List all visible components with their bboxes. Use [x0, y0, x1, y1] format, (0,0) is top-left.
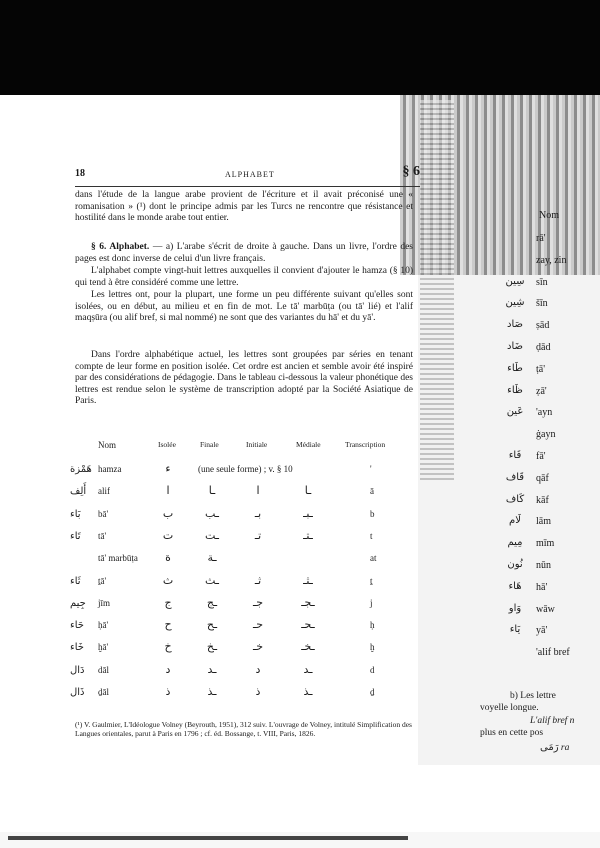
- table-cell-initiale: جـ: [252, 595, 264, 609]
- letter-name: lām: [536, 516, 551, 528]
- arabic-name: وَاو: [508, 602, 522, 614]
- letter-name: sīn: [536, 276, 548, 288]
- transcription-word: ra: [560, 743, 570, 753]
- table-row: [70, 594, 420, 614]
- table-cell-finale: ـح: [206, 618, 218, 632]
- arabic-name: شِين: [505, 297, 525, 309]
- table-cell-isolee: ب: [162, 506, 174, 520]
- scan-dark-border: [0, 0, 600, 95]
- footnote: (¹) V. Gaulmier, L'Idéologue Volney (Beyrouth, 1951), 312 suiv. L'ouvrage de Volney, intitulé Simplification des Langues orientales, parut à Paris en 1796 ; cf. éd. Bossange, t. VIII, Paris, 1826.: [75, 720, 412, 738]
- running-title: ALPHABET: [225, 170, 275, 179]
- table-cell-isolee: د: [165, 662, 171, 676]
- table-cell-name: tā' marbūṭa: [98, 553, 138, 564]
- letter-name: rā': [536, 233, 546, 244]
- right-page-header: Nom: [539, 210, 559, 221]
- paragraph-text: — a) L'arabe s'écrit de droite à gauche. Dans un livre, l'ordre des pages est donc inverse de celui d'un livre français.: [75, 242, 413, 264]
- table-row: [70, 572, 420, 592]
- letter-name: 'alif bref: [536, 647, 570, 659]
- table-cell-initiale: بـ: [254, 506, 262, 520]
- letter-name: fā': [536, 451, 546, 462]
- letter-name: ẓā': [536, 385, 547, 397]
- table-cell-name: ḏāl: [98, 687, 109, 697]
- letter-name: hā': [536, 581, 548, 593]
- table-cell-name: hamza: [98, 464, 122, 474]
- arabic-name: يَاء: [509, 624, 521, 636]
- scan-edge-line: [8, 836, 408, 840]
- table-row: [70, 460, 420, 480]
- arabic-word: رَمَى: [540, 742, 559, 753]
- table-cell-mediale: ـد: [303, 662, 313, 676]
- table-row: [70, 661, 420, 681]
- table-cell-finale: ـت: [204, 528, 220, 542]
- arabic-name: هَاء: [508, 580, 522, 592]
- table-cell-trans: ḥ: [370, 620, 375, 631]
- letter-name: ṭā': [536, 363, 546, 375]
- letter-name: 'ayn: [536, 407, 553, 419]
- table-row: [70, 505, 420, 525]
- table-cell-finale: ـد: [207, 662, 217, 676]
- table-cell-finale: ـب: [204, 506, 220, 520]
- header-rule: [75, 186, 420, 187]
- table-cell-name: ṯā': [98, 575, 107, 586]
- letter-name: nūn: [536, 560, 551, 571]
- arabic-name: فَاء: [508, 450, 522, 461]
- letter-name: wāw: [536, 603, 555, 615]
- table-cell-mediale: ـحـ: [301, 618, 315, 632]
- table-cell-mediale: ـبـ: [303, 506, 313, 520]
- table-cell-arabic: هَمْزة: [70, 464, 92, 475]
- table-cell-isolee: ا: [166, 484, 170, 498]
- arabic-name: ظَاء: [507, 384, 523, 396]
- right-page-text: L'alif bref n: [530, 716, 575, 726]
- table-row: [70, 683, 420, 703]
- table-cell-name: dāl: [98, 664, 109, 675]
- letter-name: yā': [536, 625, 548, 637]
- table-cell-arabic: تَاء: [70, 530, 81, 542]
- table-cell-arabic: ثَاء: [70, 575, 81, 587]
- table-cell-finale: ـا: [208, 484, 216, 498]
- table-cell-initiale: خـ: [252, 640, 264, 654]
- table-cell-arabic: دَال: [70, 664, 85, 676]
- table-cell-finale: ـث: [204, 573, 220, 587]
- table-cell-trans: at: [370, 553, 377, 564]
- letter-name: qāf: [536, 472, 549, 484]
- table-cell-trans: ṯ: [370, 575, 373, 586]
- table-cell-initiale: د: [255, 662, 261, 676]
- right-page-text: plus en cette pos: [480, 728, 544, 738]
- table-cell-mediale: ـخـ: [301, 640, 315, 654]
- table-cell-trans: ā: [370, 486, 374, 497]
- table-row: [70, 527, 420, 547]
- page-number: 18: [75, 168, 85, 179]
- arabic-name: نُون: [507, 559, 523, 570]
- letter-name: kāf: [536, 494, 549, 506]
- table-cell-finale: ـج: [206, 595, 218, 609]
- letter-name: zay, zin: [536, 254, 567, 266]
- paragraph-letters-count: L'alphabet compte vingt-huit lettres auxquelles il convient d'ajouter le hamza (§ 10) qui tend à être considéré comme une lettre.: [75, 266, 413, 288]
- table-cell-trans: t: [370, 530, 373, 541]
- table-cell-name: jīm: [98, 597, 111, 608]
- table-row: [70, 482, 420, 502]
- table-cell-arabic: ذَال: [70, 687, 85, 698]
- arabic-name: عَين: [506, 406, 524, 418]
- arabic-name: كَاف: [505, 493, 525, 505]
- arabic-name: قَاف: [505, 471, 525, 483]
- arabic-name: طَاء: [507, 362, 523, 374]
- table-cell-trans: ḏ: [370, 687, 375, 697]
- page-header: [75, 164, 420, 184]
- table-row: [70, 638, 420, 658]
- column-header-transcription: Transcription: [345, 440, 386, 449]
- paragraph-section-6: [75, 242, 413, 265]
- table-cell-arabic: جِيم: [70, 597, 86, 609]
- table-cell-initiale: تـ: [254, 528, 262, 542]
- paragraph-order: Dans l'ordre alphabétique actuel, les lettres sont groupées par séries en tenant compte de leur forme en position isolée. Cet ordre est ancien et semble avoir été inspiré par des considérations de pédagogie. Dans le tableau ci-dessous la valeur phonétique des lettres est rendue selon le système de transcription adopté par la Société Asiatique de Paris.: [75, 350, 413, 406]
- column-header-isolee: Isolée: [158, 440, 176, 449]
- table-row: [70, 549, 420, 569]
- table-cell-mediale: ـثـ: [303, 573, 313, 587]
- table-cell-arabic: أَلِف: [70, 486, 87, 498]
- table-cell-isolee: ج: [164, 595, 172, 609]
- letter-name: ṣād: [536, 320, 550, 332]
- table-cell-finale: (une seule forme) ; v. § 10: [198, 464, 293, 474]
- table-cell-mediale: ـذ: [303, 685, 313, 698]
- arabic-name: لَام: [509, 515, 521, 527]
- table-cell-isolee: ث: [162, 573, 174, 587]
- column-header-initiale: Initiale: [246, 440, 268, 449]
- table-cell-name: bā': [98, 508, 109, 519]
- table-cell-isolee: ح: [164, 618, 172, 632]
- table-cell-mediale: ـتـ: [303, 528, 313, 542]
- arabic-name: صَاد: [507, 319, 523, 331]
- section-mark: § 6: [402, 164, 420, 179]
- table-cell-isolee: ت: [162, 528, 174, 542]
- right-page-text: b) Les lettre: [510, 691, 556, 701]
- table-cell-name: ḫā': [98, 642, 109, 653]
- table-cell-trans: j: [370, 597, 373, 608]
- table-cell-trans: ': [370, 464, 372, 474]
- letter-name: mīm: [536, 538, 555, 550]
- right-page-text: [540, 742, 600, 754]
- table-cell-finale: ـة: [207, 551, 217, 565]
- table-cell-mediale: ـجـ: [301, 595, 315, 609]
- table-cell-finale: ـخ: [206, 640, 218, 654]
- table-cell-isolee: ء: [165, 462, 171, 475]
- column-header-nom: Nom: [98, 440, 116, 450]
- table-cell-trans: d: [370, 664, 375, 675]
- paragraph-intro: dans l'étude de la langue arabe provient de l'écriture et il avait préconisé une « romanisation » (¹) dont le principe admis par les Turcs ne rencontre que résistance et hostilité dans le monde arabe tout entier.: [75, 190, 413, 223]
- table-cell-isolee: ذ: [165, 685, 171, 698]
- arabic-name: سِين: [505, 275, 525, 287]
- column-header-finale: Finale: [200, 440, 219, 449]
- scan-bottom-edge: [0, 832, 600, 848]
- arabic-name: مِيم: [507, 537, 523, 549]
- section-heading: § 6. Alphabet.: [91, 242, 150, 252]
- table-cell-trans: ḫ: [370, 642, 375, 653]
- table-cell-initiale: ثـ: [254, 573, 262, 587]
- table-cell-initiale: ا: [256, 484, 260, 498]
- letter-name: ḍād: [536, 342, 551, 353]
- letter-name: šīn: [536, 298, 548, 310]
- table-row: [70, 616, 420, 636]
- letter-name: ġayn: [536, 429, 556, 441]
- table-cell-trans: b: [370, 508, 375, 519]
- table-cell-finale: ـذ: [207, 685, 217, 698]
- table-cell-initiale: ذ: [255, 685, 261, 698]
- table-cell-arabic: خَاء: [70, 642, 84, 654]
- table-cell-isolee: خ: [164, 640, 172, 654]
- table-cell-name: alif: [98, 486, 110, 497]
- table-cell-arabic: بَاء: [70, 508, 81, 520]
- paragraph-letter-forms: Les lettres ont, pour la plupart, une forme un peu différente suivant qu'elles sont isolées, ou en début, au milieu et en fin de mot. Le tā' marbūṭa (ou tā' lié) et l'alif maqṣūra (ou alif bref, si mal nommé) ne sont que des variantes du hā' et du yā'.: [75, 290, 413, 323]
- table-cell-initiale: حـ: [252, 618, 264, 632]
- table-cell-mediale: ـا: [304, 484, 312, 498]
- table-cell-arabic: حَاء: [70, 620, 84, 632]
- table-cell-name: tā': [98, 530, 107, 541]
- arabic-name: ضَاد: [507, 341, 523, 352]
- right-page-text: voyelle longue.: [480, 703, 539, 713]
- column-header-mediale: Médiale: [296, 440, 321, 449]
- table-cell-isolee: ة: [165, 551, 171, 565]
- table-cell-name: ḥā': [98, 620, 109, 631]
- scan-artifact-stripe: [420, 100, 454, 480]
